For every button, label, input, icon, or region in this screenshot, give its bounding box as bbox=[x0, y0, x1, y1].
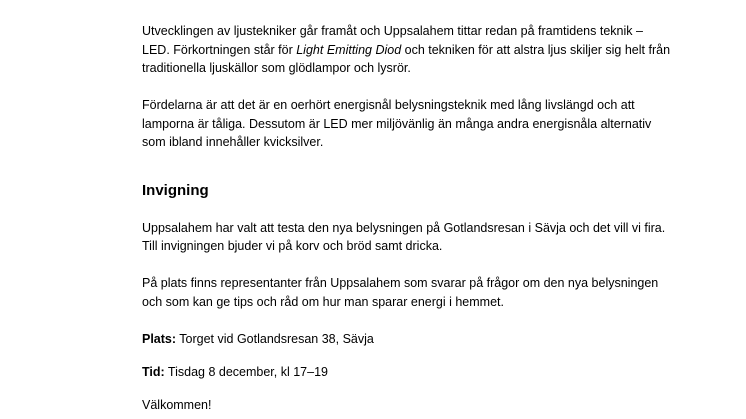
location-label: Plats: bbox=[142, 331, 177, 346]
time-line bbox=[142, 363, 672, 382]
paragraph-led-intro-text: Utvecklingen av ljustekniker går framåt och Uppsalahem tittar redan på framtidens teknik – LED. Förkortningen står för bbox=[142, 24, 643, 57]
paragraph-advantages: Fördelarna är att det är en oerhört energisnål belysningsteknik med lång livslängd och att lamporna är tåliga. Dessutom är LED mer miljövänlig än många andra energisnåla alternativ som ibland innehåller kvicksilver. bbox=[142, 98, 652, 149]
time-label: Tid: bbox=[142, 364, 165, 379]
section-heading-invigning: Invigning bbox=[142, 181, 209, 199]
location-value: Torget vid Gotlandsresan 38, Sävja bbox=[176, 331, 374, 346]
time-value: Tisdag 8 december, kl 17–19 bbox=[164, 364, 328, 379]
welcome-line: Välkommen! bbox=[142, 397, 212, 412]
paragraph-invitation: Uppsalahem har valt att testa den nya belysningen på Gotlandsresan i Sävja och det vill vi fira. Till invigningen bjuder vi på korv och bröd samt dricka. bbox=[142, 220, 666, 253]
paragraph-representatives: På plats finns representanter från Uppsalahem som svarar på frågor om den nya belysningen och som kan ge tips och råd om hur man sparar energi i hemmet. bbox=[142, 276, 659, 309]
document-content bbox=[142, 0, 672, 414]
location-line bbox=[142, 330, 672, 349]
paragraph-led-intro-tail: och tekniken för att alstra ljus skiljer sig helt från traditionella ljuskällor som glödlampor och lysrör. bbox=[142, 42, 671, 75]
italic-term: Light Emitting Diod bbox=[296, 42, 402, 57]
section-heading-cut bbox=[142, 0, 672, 3]
paragraph-led-intro bbox=[142, 22, 672, 78]
